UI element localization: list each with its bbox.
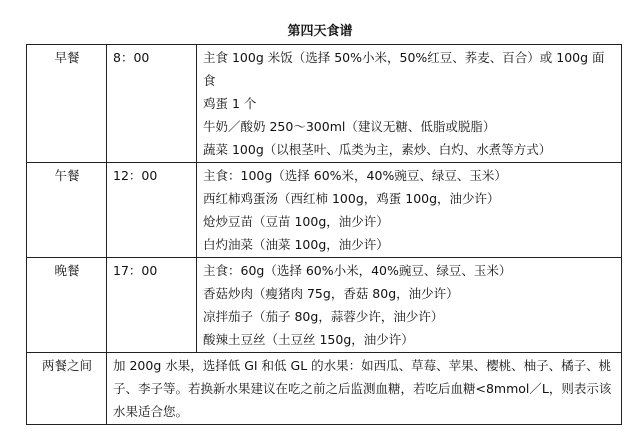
- dish-line: 牛奶／酸奶 250～300ml（建议无糖、低脂或脱脂）: [203, 119, 496, 134]
- dish-line: 主食：100g（选择 60%米，40%豌豆、绿豆、玉米）: [203, 168, 507, 183]
- meal-time: 12：00: [107, 163, 197, 258]
- dish-line: 主食：60g（选择 60%小米，40%豌豆、绿豆、玉米）: [203, 263, 512, 278]
- meal-dishes: [197, 163, 622, 258]
- meal-name: 午餐: [27, 163, 107, 258]
- meal-time: 8：00: [107, 45, 197, 163]
- meal-dishes: [197, 258, 622, 353]
- table-row-lunch: [27, 163, 622, 258]
- dish-line: 白灼油菜（油菜 100g，油少许）: [203, 237, 389, 252]
- dish-line: 主食 100g 米饭（选择 50%小米，50%红豆、荞麦、百合）或 100g 面食: [203, 50, 605, 88]
- page-title: 第四天食谱: [287, 24, 353, 39]
- snack-note: 加 200g 水果，选择低 GI 和低 GL 的水果：如西瓜、草莓、苹果、樱桃、柚子、橘子、桃子、李子等。若换新水果建议在吃之前之后监测血糖，若吃后血糖<8mmol／L，则表示该水果适合您。: [107, 353, 622, 425]
- meal-dishes: [197, 45, 622, 163]
- dish-line: 炝炒豆苗（豆苗 100g，油少许）: [203, 214, 389, 229]
- table-row-dinner: [27, 258, 622, 353]
- dish-line: 香菇炒肉（瘦猪肉 75g，香菇 80g，油少许）: [203, 286, 459, 301]
- meal-name: 两餐之间: [27, 353, 107, 425]
- dish-line: 酸辣土豆丝（土豆丝 150g，油少许）: [203, 332, 414, 347]
- meal-time: 17：00: [107, 258, 197, 353]
- dish-line: 凉拌茄子（茄子 80g，蒜蓉少许，油少许）: [203, 309, 444, 324]
- meal-name: 晚餐: [27, 258, 107, 353]
- table-row-between-meals: [27, 353, 622, 425]
- dish-line: 西红柿鸡蛋汤（西红柿 100g，鸡蛋 100g，油少许）: [203, 191, 500, 206]
- meal-name: 早餐: [27, 45, 107, 163]
- table-row-breakfast: [27, 45, 622, 163]
- dish-line: 鸡蛋 1 个: [203, 96, 257, 111]
- meal-plan-table: [26, 44, 622, 425]
- dish-line: 蔬菜 100g（以根茎叶、瓜类为主，素炒、白灼、水煮等方式）: [203, 142, 552, 157]
